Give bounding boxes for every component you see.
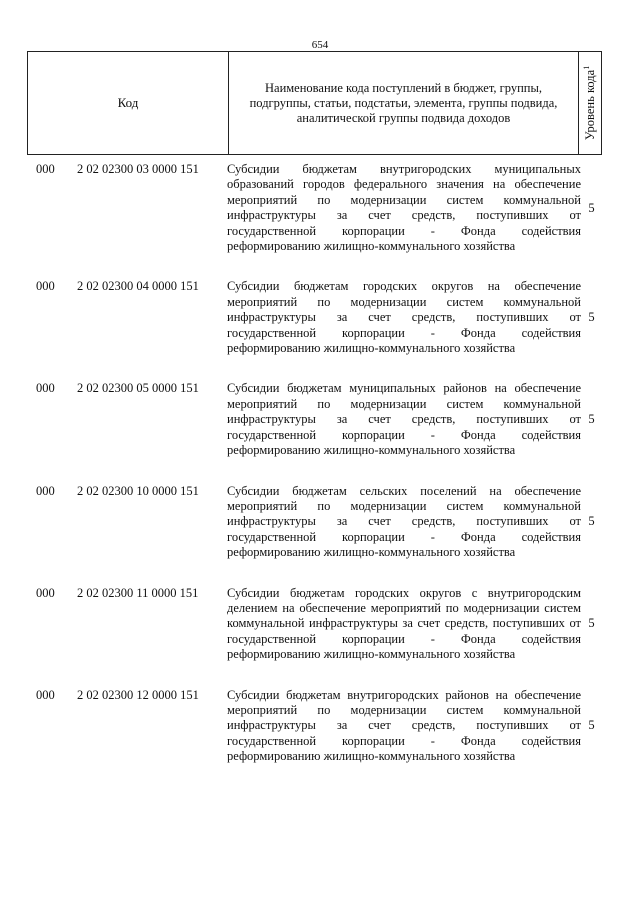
- row-code: 2 02 02300 11 0000 151: [77, 585, 199, 600]
- row-prefix: 000: [36, 381, 55, 396]
- row-prefix: 000: [36, 687, 55, 702]
- table-row: [27, 586, 602, 663]
- header-level: [582, 66, 598, 140]
- row-code: 2 02 02300 12 0000 151: [77, 687, 199, 702]
- table-row: [27, 688, 602, 765]
- row-code: 2 02 02300 10 0000 151: [77, 483, 199, 498]
- header-name: Наименование кода поступлений в бюджет, группы, подгруппы, статьи, подстатьи, элемента, группы подвида, аналитической группы подвида доходов: [229, 52, 579, 154]
- header-level-label: Уровень кода: [583, 69, 598, 141]
- row-name: Субсидии бюджетам внутригородских муниципальных образований городов федерального значения на обеспечение мероприятий по модернизации систем коммунальной инфраструктуры за счет средств, поступивших от государственной корпорации - Фонда содействия реформированию жилищно-коммунального хозяйства: [227, 162, 581, 254]
- row-code: 2 02 02300 04 0000 151: [77, 279, 199, 294]
- row-name: Субсидии бюджетам муниципальных районов на обеспечение мероприятий по модернизации систем коммунальной инфраструктуры за счет средств, поступивших от государственной корпорации - Фонда содействия реформированию жилищно-коммунального хозяйства: [227, 381, 581, 458]
- row-prefix: 000: [36, 585, 55, 600]
- row-prefix: 000: [36, 279, 55, 294]
- row-name: Субсидии бюджетам городских округов с внутригородским делением на обеспечение мероприятий по модернизации систем коммунальной инфраструктуры за счет средств, поступивших от государственной корпорации - Фонда содействия реформированию жилищно-коммунального хозяйства: [227, 585, 581, 662]
- row-prefix: 000: [36, 162, 55, 176]
- table-body: [27, 162, 602, 790]
- header-level-footnote: 1: [581, 65, 591, 70]
- table-header: [27, 51, 602, 155]
- row-code: 2 02 02300 05 0000 151: [77, 381, 199, 396]
- row-name: Субсидии бюджетам сельских поселений на обеспечение мероприятий по модернизации систем коммунальной инфраструктуры за счет средств, поступивших от государственной корпорации - Фонда содействия реформированию жилищно-коммунального хозяйства: [227, 483, 581, 560]
- table-row: [27, 279, 602, 356]
- row-level: 5: [588, 200, 595, 215]
- row-prefix: 000: [36, 483, 55, 498]
- row-level: 5: [588, 616, 595, 631]
- row-name: Субсидии бюджетам внутригородских районов на обеспечение мероприятий по модернизации систем коммунальной инфраструктуры за счет средств, поступивших от государственной корпорации - Фонда содействия реформированию жилищно-коммунального хозяйства: [227, 687, 581, 764]
- row-level: 5: [588, 310, 595, 325]
- row-level: 5: [588, 514, 595, 529]
- row-level: 5: [588, 718, 595, 733]
- header-level-cell: [579, 52, 601, 154]
- table-row: [27, 381, 602, 458]
- row-name: Субсидии бюджетам городских округов на обеспечение мероприятий по модернизации систем коммунальной инфраструктуры за счет средств, поступивших от государственной корпорации - Фонда содействия реформированию жилищно-коммунального хозяйства: [227, 279, 581, 356]
- table-row: [27, 162, 602, 254]
- row-level: 5: [588, 412, 595, 427]
- table-row: [27, 484, 602, 561]
- row-code: 2 02 02300 03 0000 151: [77, 162, 199, 176]
- page-number: 654: [311, 39, 329, 51]
- header-code: Код: [28, 52, 229, 154]
